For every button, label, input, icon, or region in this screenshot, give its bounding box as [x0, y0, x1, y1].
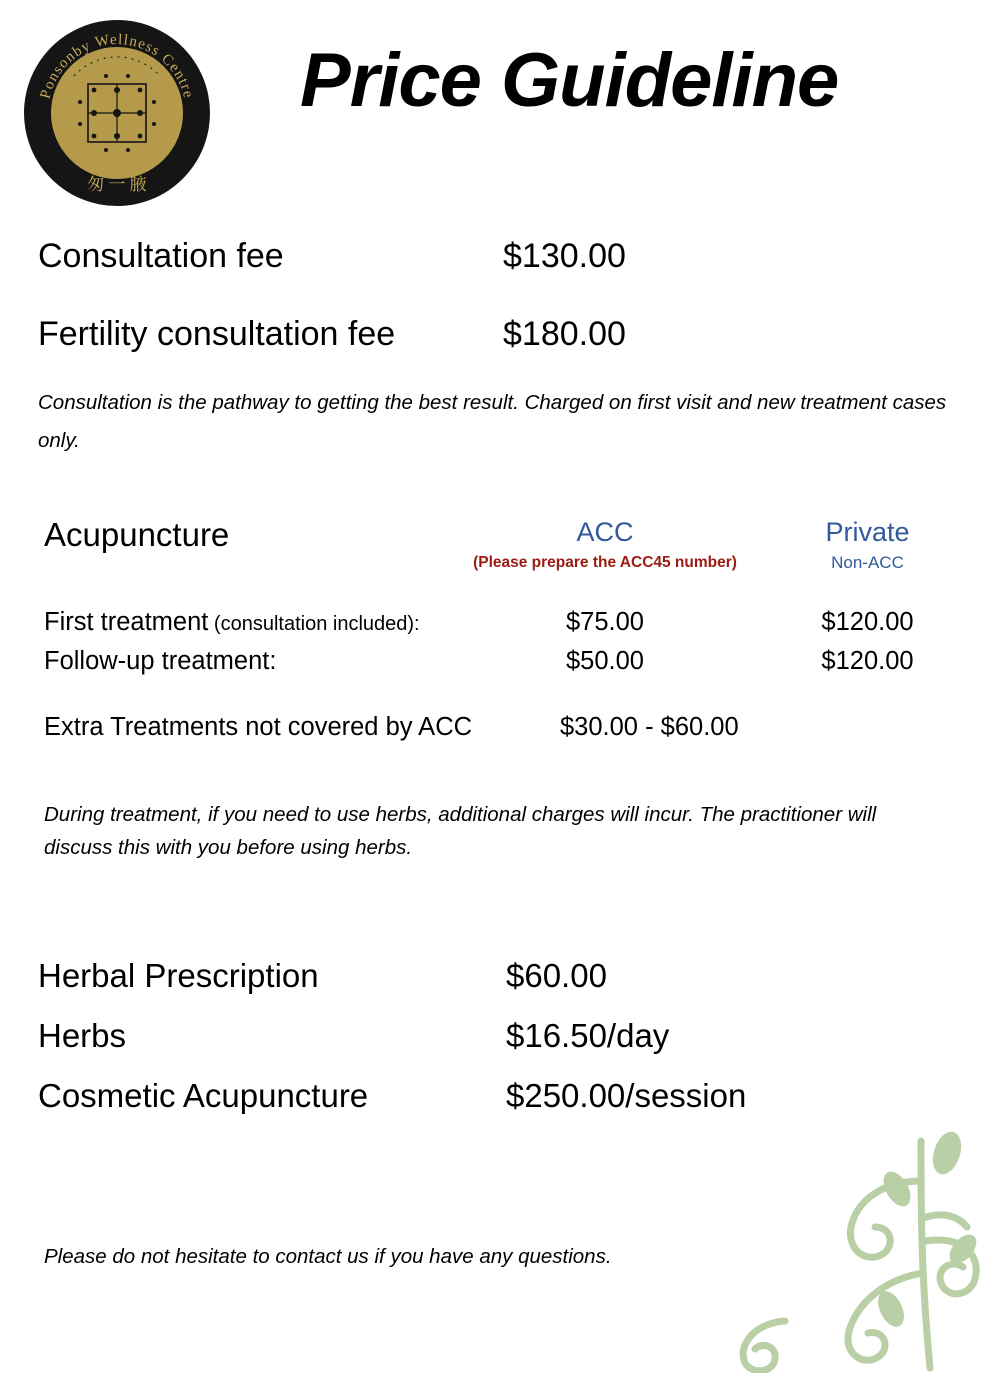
contact-note: Please do not hesitate to contact us if you have any questions.	[44, 1245, 612, 1268]
consultation-note: Consultation is the pathway to getting the best result. Charged on first visit and new treatment cases only.	[38, 391, 947, 452]
followup-treatment-acc-price: $50.00	[566, 647, 644, 675]
page-title: Price Guideline	[300, 38, 839, 123]
fertility-consultation-fee-row	[38, 314, 626, 354]
consultation-fee-value: $130.00	[503, 237, 626, 275]
floral-ornament-decoration	[725, 1123, 985, 1373]
consultation-fee-row	[38, 236, 626, 276]
herbal-prescription-value: $60.00	[506, 957, 607, 994]
herbs-charge-note: During treatment, if you need to use herbs, additional charges will incur. The practitioner will discuss this with you before using herbs.	[44, 803, 877, 859]
acc-column-subtitle: (Please prepare the ACC45 number)	[473, 554, 737, 571]
page-header	[0, 0, 985, 210]
svg-text:匆 一 腋: 匆 一 腋	[87, 175, 147, 194]
followup-treatment-private-price: $120.00	[821, 647, 914, 675]
first-treatment-label-main: First treatment	[44, 608, 209, 636]
first-treatment-acc-price: $75.00	[566, 608, 644, 636]
svg-text:Ponsonby Wellness Centre: Ponsonby Wellness Centre	[37, 31, 197, 101]
herbs-label: Herbs	[38, 1017, 127, 1054]
fertility-consultation-fee-value: $180.00	[503, 315, 626, 353]
cosmetic-acupuncture-label: Cosmetic Acupuncture	[38, 1077, 369, 1114]
first-treatment-label	[44, 605, 420, 641]
private-column-title: Private	[825, 517, 910, 547]
first-treatment-label-note: (consultation included):	[208, 613, 420, 635]
extra-treatments-value: $30.00 - $60.00	[560, 713, 739, 741]
acupuncture-heading: Acupuncture	[44, 516, 230, 553]
acc-column-title: ACC	[576, 517, 634, 547]
followup-treatment-label	[44, 644, 276, 680]
acc-column-header	[460, 516, 750, 573]
ponsonby-wellness-centre-logo	[22, 18, 212, 208]
cosmetic-acupuncture-value: $250.00/session	[506, 1077, 747, 1114]
fertility-consultation-fee-label: Fertility consultation fee	[38, 315, 396, 353]
consultation-fee-label: Consultation fee	[38, 237, 284, 275]
first-treatment-private-price: $120.00	[821, 608, 914, 636]
herbs-value: $16.50/day	[506, 1017, 670, 1054]
followup-treatment-label-main: Follow-up treatment:	[44, 647, 277, 675]
followup-treatment-row	[44, 644, 964, 678]
first-treatment-row	[44, 605, 964, 639]
extra-treatments-label: Extra Treatments not covered by ACC	[44, 713, 473, 741]
herbal-prescription-label: Herbal Prescription	[38, 957, 319, 994]
private-column-header	[760, 516, 975, 574]
private-column-subtitle: Non-ACC	[831, 553, 904, 572]
